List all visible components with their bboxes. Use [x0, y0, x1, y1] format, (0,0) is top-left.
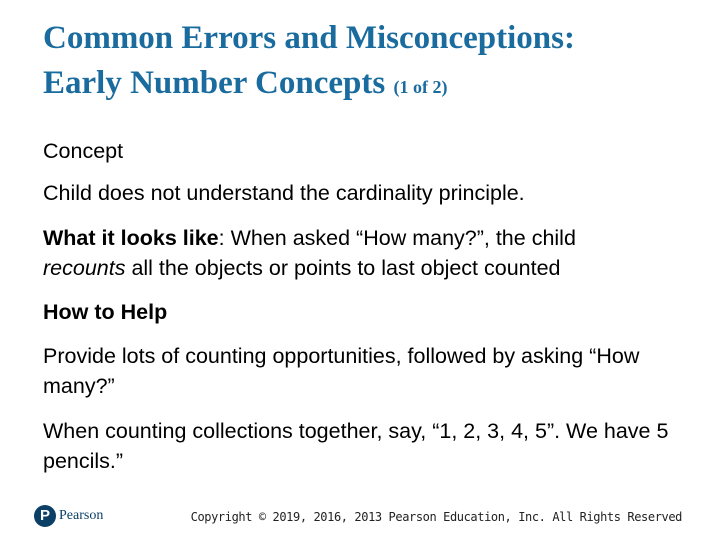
footer	[0, 500, 720, 536]
title-suffix: (1 of 2)	[393, 77, 448, 97]
looks-like-label: What it looks like	[43, 226, 219, 250]
looks-like-text-b: all the objects or points to last object counted	[131, 256, 561, 280]
copyright-notice: Copyright © 2019, 2016, 2013 Pearson Education, Inc. All Rights Reserved	[190, 510, 682, 524]
help-item-2: When counting collections together, say, “1, 2, 3, 4, 5”. We have 5 pencils.”	[43, 419, 669, 473]
concept-text: Child does not understand the cardinality principle.	[43, 181, 525, 205]
concept-heading: Concept	[43, 139, 124, 163]
slide-title	[43, 16, 703, 110]
pearson-logo-icon: P	[34, 505, 56, 527]
pearson-logo-word: Pearson	[59, 508, 104, 523]
help-heading: How to Help	[43, 300, 168, 324]
title-line-2: Early Number Concepts	[43, 65, 386, 101]
title-line-1: Common Errors and Misconceptions:	[43, 20, 575, 56]
looks-like-text-a: : When asked “How many?”, the child	[218, 226, 576, 250]
pearson-logo	[34, 505, 103, 527]
looks-like-paragraph	[43, 223, 693, 283]
slide-body	[43, 136, 693, 476]
looks-like-emphasis: recounts	[43, 256, 126, 280]
help-item-1: Provide lots of counting opportunities, followed by asking “How many?”	[43, 344, 640, 398]
